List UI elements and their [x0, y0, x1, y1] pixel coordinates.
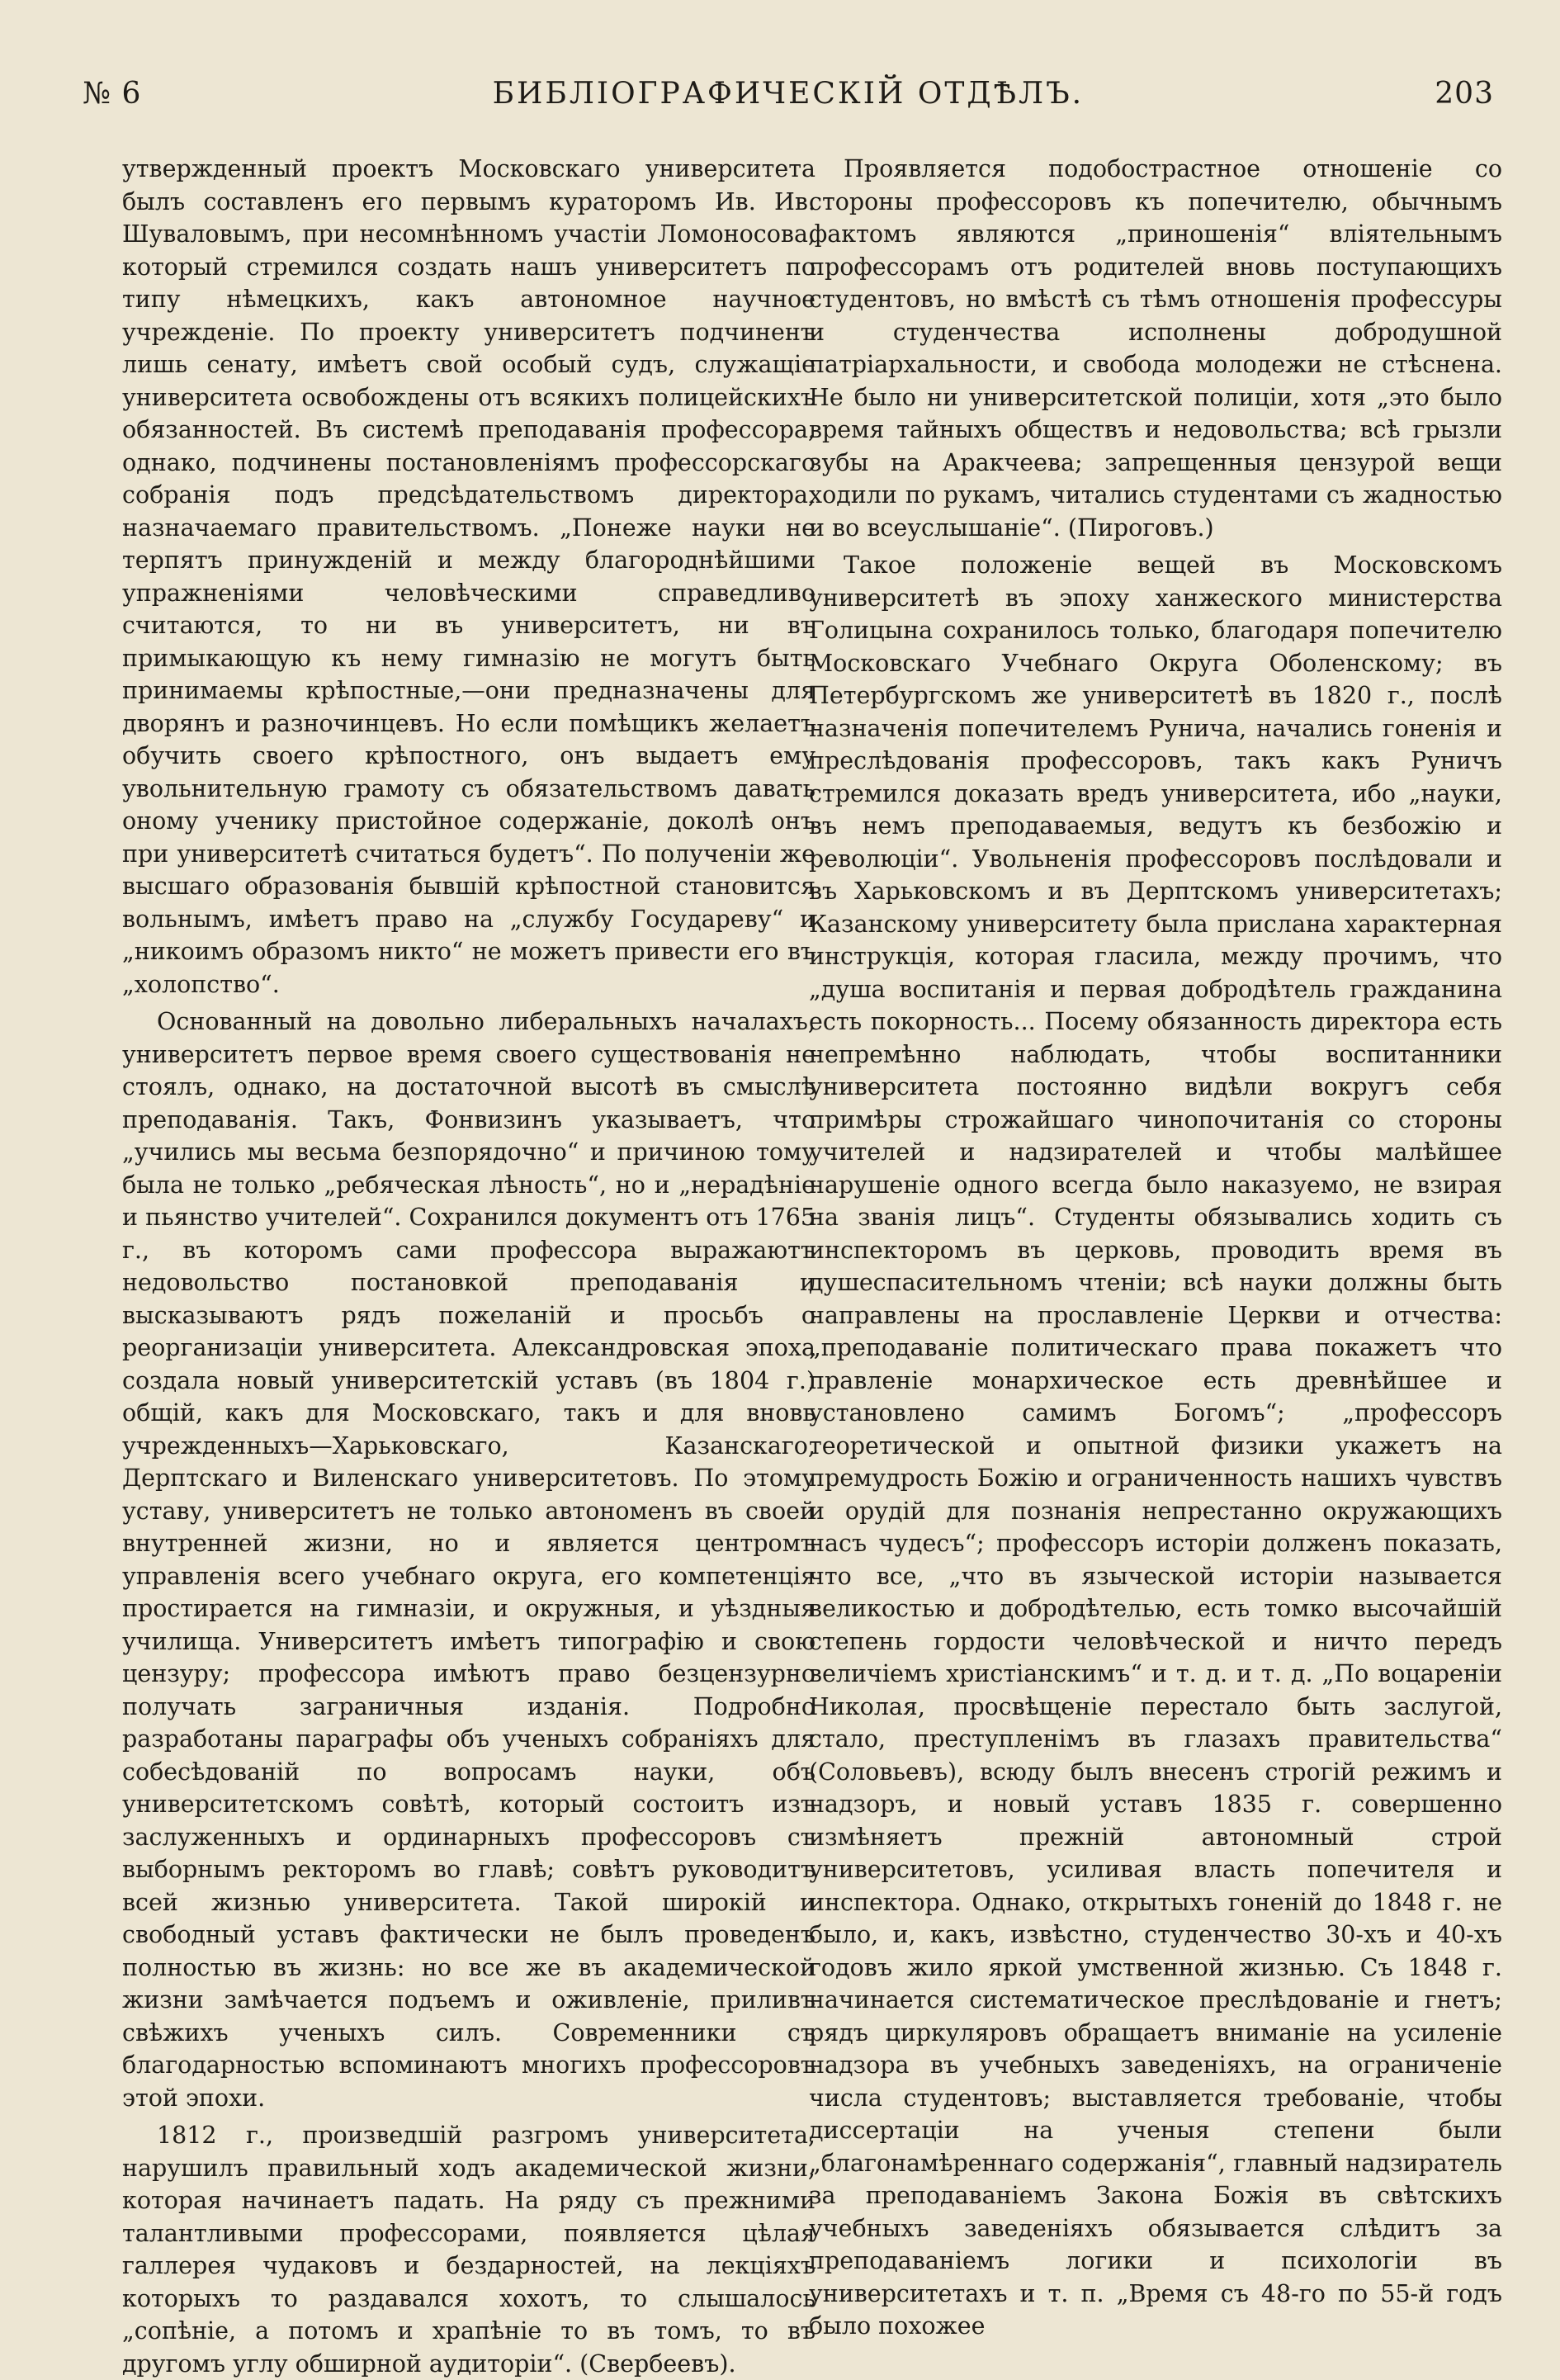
left-paragraph-2: Основанный на довольно либеральныхъ началахъ, университетъ первое время своего существованiя не стоялъ, однако, на достаточной высотѣ въ смыслѣ преподаванiя. Такъ, Фонвизинъ указываетъ, что „учились мы весьма безпорядочно“ и причиною тому была не только „ребяческая лѣность“, но и „нерадѣнiе и пьянство учителей“. Сохранился документъ отъ 1765 г., въ которомъ сами профессора выражаютъ недовольство постановкой преподаванiя и высказываютъ рядъ пожеланiй и просьбъ о реорганизацiи университета. Александровская эпоха создала новый университетскiй уставъ (въ 1804 г.) общiй, какъ для Московскаго, такъ и для вновь учрежденныхъ—Харьковскаго, Казанскаго, Дерптскаго и Виленскаго университетовъ. По этому уставу, университетъ не только автономенъ въ своей внутренней жизни, но и является центромъ управленiя всего учебнаго округа, его компетенцiя простирается на гимназiи, и окружныя, и уѣздныя училища. Университетъ имѣетъ типографiю и свою цензуру; профессора имѣютъ право безцензурно получать заграничныя изданiя. Подробно разработаны параграфы объ ученыхъ собранiяхъ для собесѣдованiй по вопросамъ науки, объ университетскомъ совѣтѣ, который состоитъ изъ заслуженныхъ и ординарныхъ профессоровъ съ выборнымъ ректоромъ во главѣ; совѣтъ руководитъ всей жизнью университета. Такой широкiй и свободный уставъ фактически не былъ проведенъ полностью въ жизнь: но все же въ академической жизни замѣчается подъемъ и оживленiе, приливъ свѣжихъ ученыхъ силъ. Современники съ благодарностью вспоминаютъ многихъ профессоровъ этой эпохи.: [122, 1008, 815, 2112]
left-column: [122, 153, 815, 2378]
right-paragraph-2: Такое положенiе вещей въ Московскомъ университетѣ въ эпоху ханжеского министерства Голицына сохранилось только, благодаря попечителю Московскаго Учебнаго Округа Оболенскому; въ Петербургскомъ же университетѣ въ 1820 г., послѣ назначенiя попечителемъ Рунича, начались гоненiя и преслѣдованiя профессоровъ, такъ какъ Руничъ стремился доказать вредъ университета, ибо „науки, въ немъ преподаваемыя, ведутъ къ безбожiю и революцiи“. Увольненiя профессоровъ послѣдовали и въ Харьковскомъ и въ Дерптскомъ университетахъ; Казанскому университету была прислана характерная инструкцiя, которая гласила, между прочимъ, что „душа воспитанiя и первая добродѣтель гражданина есть покорность... Посему обязанность директора есть непремѣнно наблюдать, чтобы воспитанники университета постоянно видѣли вокругъ себя примѣры строжайшаго чинопочитанiя со стороны учителей и надзирателей и чтобы малѣйшее нарушенiе одного всегда было наказуемо, не взирая на званiя лицъ“. Студенты обязывались ходить съ инспекторомъ въ церковь, проводить время въ душеспасительномъ чтенiи; всѣ науки должны быть направлены на прославленiе Церкви и отчества: „преподаванiе политическаго права покажетъ что правленiе монархическое есть древнѣйшее и установлено самимъ Богомъ“; „профессоръ теоретической и опытной физики укажетъ на премудрость Божiю и ограниченность нашихъ чувствъ и орудiй для познанiя непрестанно окружающихъ насъ чудесъ“; профессоръ исторiи долженъ показать, что все, „что въ языческой исторiи называется великостью и добродѣтелью, есть томко высочайшiй степень гордости человѣческой и ничто передъ величiемъ христiанскимъ“ и т. д. и т. д. „По воцаренiи Николая, просвѣщенiе перестало быть заслугой, стало, преступленiмъ въ глазахъ правительства“ (Соловьевъ), всюду былъ внесенъ строгiй режимъ и надзоръ, и новый уставъ 1835 г. совершенно измѣняетъ прежнiй автономный строй университетовъ, усиливая власть попечителя и инспектора. Однако, открытыхъ гоненiй до 1848 г. не было, и, какъ, извѣстно, студенчество 30-хъ и 40-хъ годовъ жило яркой умственной жизнью. Съ 1848 г. начинается систематическое преслѣдованiе и гнетъ; рядъ циркуляровъ обращаетъ вниманiе на усиленiе надзора въ учебныхъ заведенiяхъ, на ограниченiе числа студентовъ; выставляется требованiе, чтобы диссертацiи на ученыя степени были „благонамѣреннаго содержанiя“, главный надзиратель за преподаванiемъ Закона Божiя въ свѣтскихъ учебныхъ заведенiяхъ обязывается слѣдитъ за преподаванiемъ логики и психологiи въ университетахъ и т. п. „Время съ 48-го по 55-й годъ было похожее: [809, 551, 1502, 2340]
left-paragraph-3: 1812 г., произведшiй разгромъ университета, нарушилъ правильный ходъ академической жизни, которая начинаетъ падать. На ряду съ прежними талантливыми профессорами, появляется цѣлая галлерея чудаковъ и бездарностей, на лекцiяхъ которыхъ то раздавался хохотъ, то слышалось „сопѣнiе, а потомъ и храпѣнiе то въ томъ, то въ другомъ углу обширной аудиторiи“. (Свербеевъ).: [122, 2122, 815, 2378]
left-paragraph-1: утвержденный проектъ Московскаго университета былъ составленъ его первымъ кураторомъ Ив. Ив. Шуваловымъ, при несомнѣнномъ участiи Ломоносова, который стремился создать нашъ университетъ по типу нѣмецкихъ, какъ автономное научное учрежденiе. По проекту университетъ подчиненъ лишь сенату, имѣетъ свой особый судъ, служащiе университета освобождены отъ всякихъ полицейскихъ обязанностей. Въ системѣ преподаванiя профессора, однако, подчинены постановленiямъ профессорскаго собранiя подъ предсѣдательствомъ директора, назначаемаго правительствомъ. „Понеже науки не терпятъ принужденiй и между благороднѣйшими упражненiями человѣческими справедливо считаются, то ни въ университетъ, ни въ примыкающую къ нему гимназiю не могутъ быть принимаемы крѣпостные,—они предназначены для дворянъ и разночинцевъ. Но если помѣщикъ желаетъ обучить своего крѣпостного, онъ выдаетъ ему увольнительную грамоту съ обязательствомъ давать оному ученику пристойное содержанiе, доколѣ онъ при университетѣ считаться будетъ“. По полученiи же высшаго образованiя бывшiй крѣпостной становится вольнымъ, имѣетъ право на „службу Государеву“ и „никоимъ образомъ никто“ не можетъ привести его въ „холопство“.: [122, 155, 815, 998]
right-paragraph-1: Проявляется подобострастное отношенiе со стороны профессоровъ къ попечителю, обычнымъ фактомъ являются „приношенiя“ влiятельнымъ профессорамъ отъ родителей вновь поступающихъ студентовъ, но вмѣстѣ съ тѣмъ отношенiя профессуры и студенчества исполнены добродушной патрiархальности, и свобода молодежи не стѣснена. Не было ни университетской полицiи, хотя „это было время тайныхъ обществъ и недовольства; всѣ грызли зубы на Аракчеева; запрещенныя цензурой вещи ходили по рукамъ, читались студентами съ жадностью и во всеуслышанiе“. (Пироговъ.): [809, 155, 1502, 542]
right-column: [809, 153, 1502, 2340]
section-title: БИБЛIОГРАФИЧЕСКIЙ ОТДѢЛЪ.: [492, 76, 1085, 111]
page-header: [83, 64, 1494, 122]
issue-number: № 6: [83, 76, 142, 111]
page-number: 203: [1435, 76, 1494, 111]
